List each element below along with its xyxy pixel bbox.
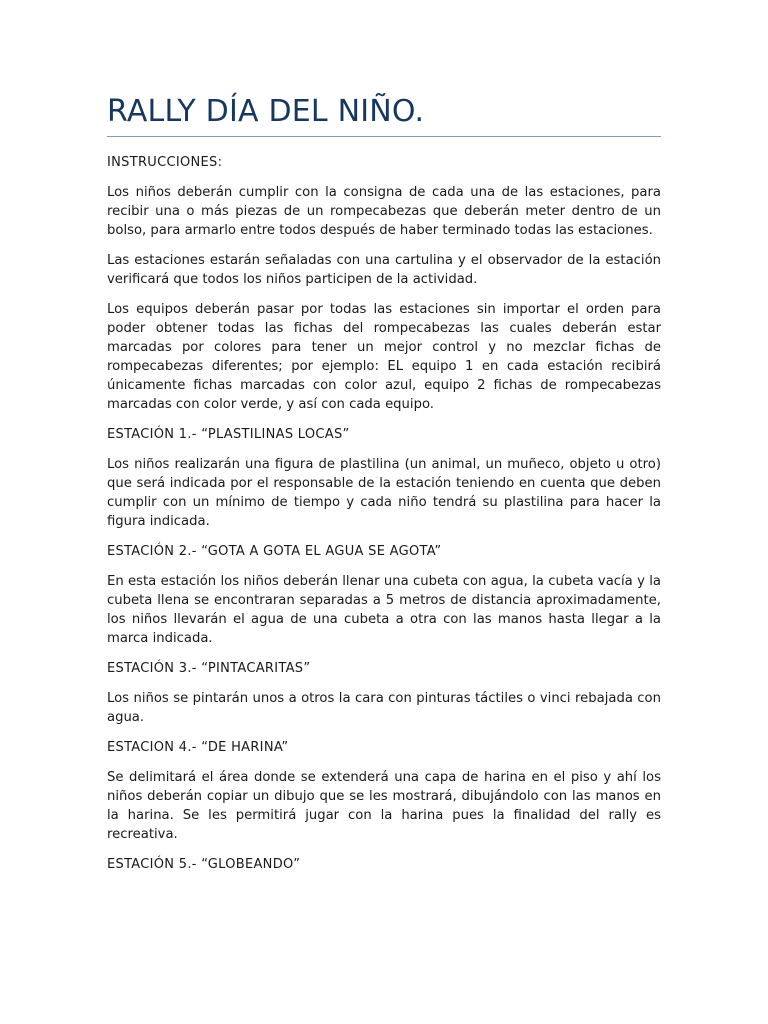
station-5-heading: ESTACIÓN 5.- “GLOBEANDO” [107,857,301,872]
stations-paragraph: Las estaciones estarán señaladas con una cartulina y el observador de la estación verificará que todos los niños participen de la actividad. [107,253,661,287]
station-2-paragraph: En esta estación los niños deberán llenar una cubeta con agua, la cubeta vacía y la cubeta llena se encontraran separadas a 5 metros de distancia aproximadamente, los niños llevarán el agua de una cubeta a otra con las manos hasta llegar a la marca indicada. [107,574,661,646]
station-3-paragraph: Los niños se pintarán unos a otros la cara con pinturas táctiles o vinci rebajada con agua. [107,691,661,725]
teams-paragraph: Los equipos deberán pasar por todas las estaciones sin importar el orden para poder obtener todas las fichas del rompecabezas las cuales deberán estar marcadas por colores para tener un mejor control y no mezclar fichas de rompecabezas diferentes; por ejemplo: EL equipo 1 en cada estación recibirá únicamente fichas marcadas con color azul, equipo 2 fichas de rompecabezas marcadas con color verde, y así con cada equipo. [107,302,661,412]
station-3-heading: ESTACIÓN 3.- “PINTACARITAS” [107,661,311,676]
station-1-heading: ESTACIÓN 1.- “PLASTILINAS LOCAS” [107,427,350,442]
document-page [107,92,661,885]
station-4-paragraph: Se delimitará el área donde se extenderá una capa de harina en el piso y ahí los niños deberán copiar un dibujo que se les mostrará, dibujándolo con las manos en la harina. Se les permitirá jugar con la harina pues la finalidad del rally es recreativa. [107,770,661,842]
station-4-heading: ESTACION 4.- “DE HARINA” [107,740,289,755]
intro-paragraph: Los niños deberán cumplir con la consigna de cada una de las estaciones, para recibir una o más piezas de un rompecabezas que deberán meter dentro de un bolso, para armarlo entre todos después de haber terminado todas las estaciones. [107,185,661,238]
document-title: RALLY DÍA DEL NIÑO. [107,94,425,129]
station-2-heading: ESTACIÓN 2.- “GOTA A GOTA EL AGUA SE AGOTA” [107,544,442,559]
title-divider [107,136,661,137]
station-1-paragraph: Los niños realizarán una figura de plastilina (un animal, un muñeco, objeto u otro) que será indicada por el responsable de la estación teniendo en cuenta que deben cumplir con un mínimo de tiempo y cada niño tendrá su plastilina para hacer la figura indicada. [107,457,661,529]
instructions-heading: INSTRUCCIONES: [107,155,223,170]
